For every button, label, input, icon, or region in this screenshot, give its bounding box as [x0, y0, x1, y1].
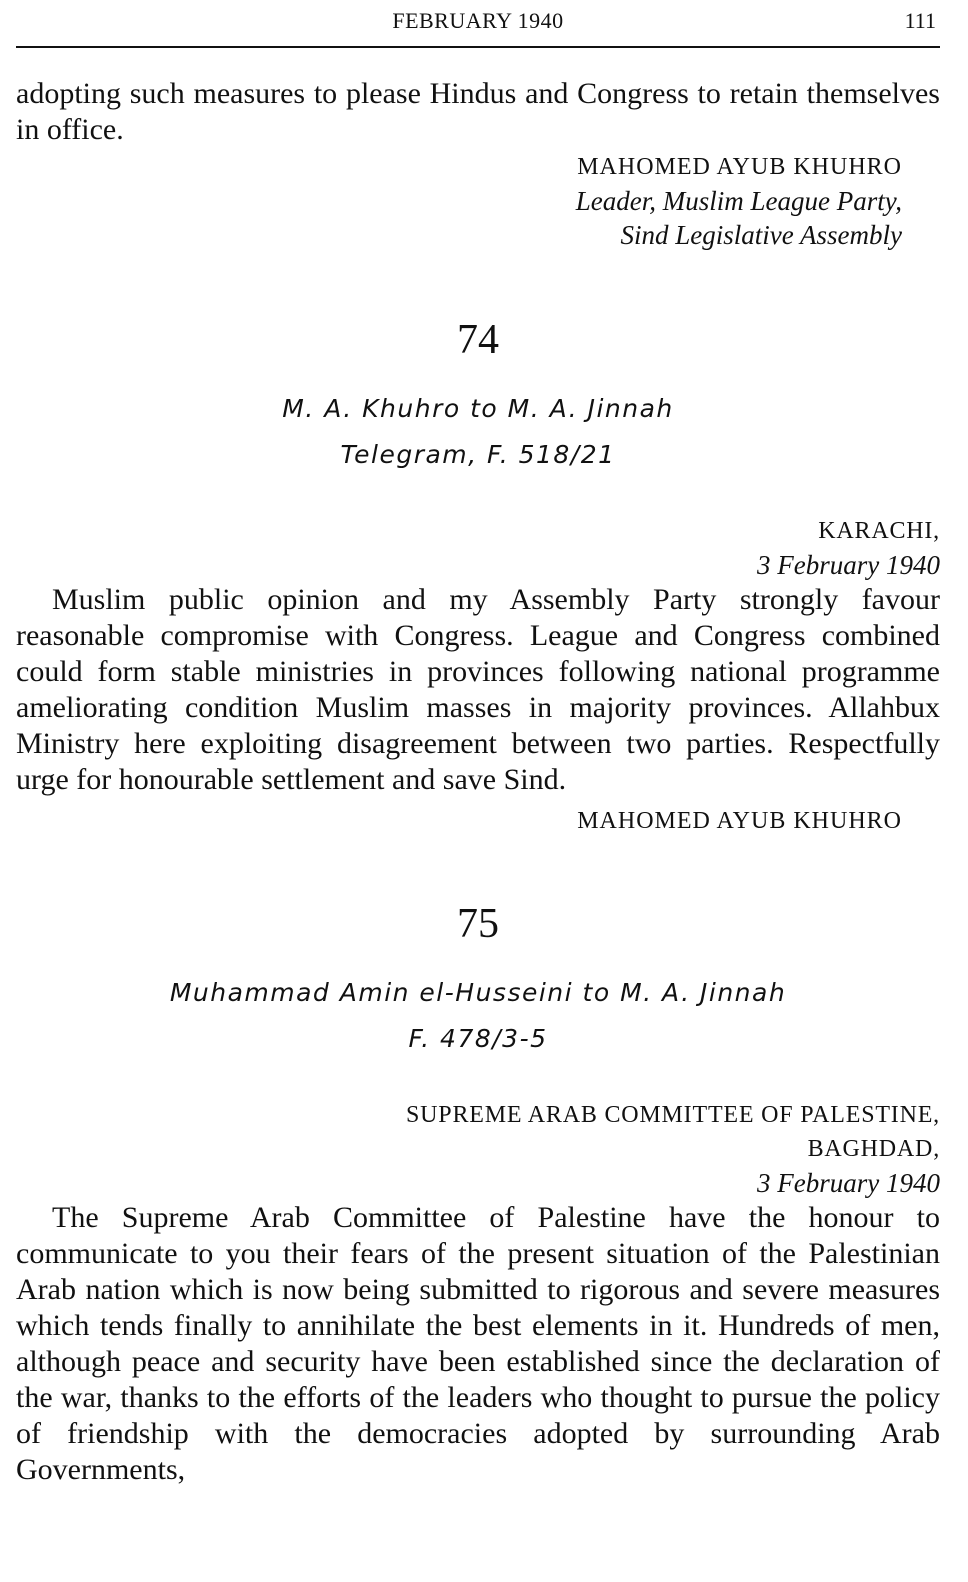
document-number: 75 — [457, 901, 499, 947]
page-number: 111 — [904, 8, 936, 33]
dateline — [16, 514, 940, 582]
document-body: The Supreme Arab Committee of Palestine have the honour to communicate to you their fears of the present situation of the Palestinian Arab nation which is now being submitted to rigorous and severe measures which tends finally to annihilate the best elements in it. Hundreds of men, although peace and security have been established since the declaration of the war, thanks to the efforts of the leaders who thought to pursue the policy of friendship with the democracies adopted by surrounding Arab Governments, — [16, 1201, 940, 1486]
document-reference: Telegram, F. 518/21 — [340, 440, 616, 469]
running-head-title: FEBRUARY 1940 — [392, 8, 564, 33]
dateline-date: 3 February 1940 — [757, 550, 940, 580]
document-page — [16, 0, 940, 1488]
dateline-date: 3 February 1940 — [757, 1168, 940, 1198]
dateline-place: KARACHI, — [818, 518, 940, 544]
document-signature — [16, 804, 940, 838]
continuation-paragraph: adopting such measures to please Hindus and Congress to retain themselves in office. — [16, 77, 940, 146]
document-body: Muslim public opinion and my Assembly Party strongly favour reasonable compromise with Congress. League and Congress combined could form stable ministries in provinces following national programme ameliorating condition Muslim masses in majority provinces. Allahbux Ministry here exploiting disagreement between two parties. Respectfully urge for honourable settlement and save Sind. — [16, 583, 940, 796]
document-reference: F. 478/3-5 — [408, 1024, 548, 1053]
running-head — [16, 0, 940, 48]
signature-name: MAHOMED AYUB KHUHRO — [577, 808, 902, 834]
continuation-signature — [16, 150, 940, 252]
dateline — [16, 1098, 940, 1200]
dateline-place: BAGHDAD, — [807, 1136, 940, 1162]
document-heading: Muhammad Amin el-Husseini to M. A. Jinnah — [169, 978, 787, 1007]
dateline-place: SUPREME ARAB COMMITTEE OF PALESTINE, — [406, 1102, 940, 1128]
signature-name: MAHOMED AYUB KHUHRO — [577, 154, 902, 180]
signature-title: Sind Legislative Assembly — [620, 220, 902, 250]
signature-title: Leader, Muslim League Party, — [575, 186, 902, 216]
document-heading: M. A. Khuhro to M. A. Jinnah — [282, 394, 674, 423]
document-number: 74 — [457, 317, 499, 363]
